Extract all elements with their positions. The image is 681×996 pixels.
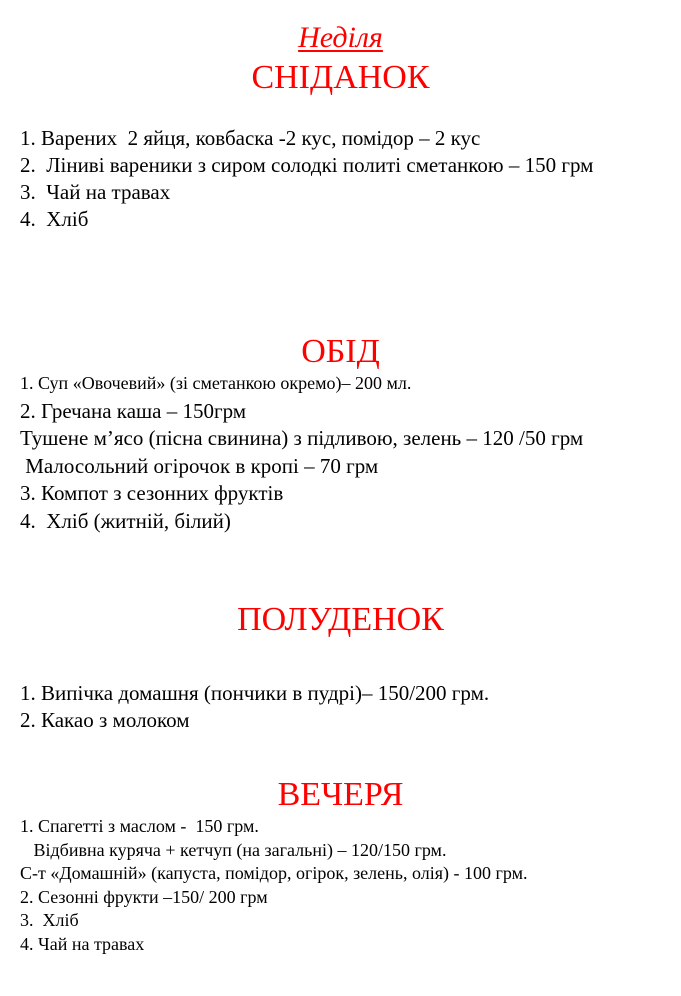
list-item: 2. Ліниві вареники з сиром солодкі политі сметанкою – 150 грм	[20, 153, 594, 177]
dinner-list	[20, 815, 670, 956]
list-item: 1. Суп «Овочевий» (зі сметанкою окремо)– 200 мл.	[20, 373, 412, 393]
list-item: 1. Варених 2 яйця, ковбаска -2 кус, помідор – 2 кус	[20, 126, 481, 150]
list-item: 4. Чай на травах	[20, 933, 145, 954]
list-item: 2. Сезонні фрукти –150/ 200 грм	[20, 886, 268, 907]
list-item: 1. Спагетті з маслом - 150 грм.	[20, 816, 259, 836]
list-item: 3. Хліб	[20, 910, 79, 930]
list-item: 2. Гречана каша – 150грм	[20, 398, 247, 423]
breakfast-list	[20, 125, 670, 233]
list-item: Малосольний огірочок в кропі – 70 грм	[20, 453, 379, 478]
list-item: Тушене м’ясо (пісна свинина) з підливою, зелень – 120 /50 грм	[20, 426, 584, 450]
day-title: Неділя	[298, 21, 383, 54]
snack-title: ПОЛУДЕНОК	[237, 601, 444, 638]
breakfast-title: СНІДАНОК	[251, 59, 430, 96]
list-item: Відбивна куряча + кетчуп (на загальні) – 120/150 грм.	[20, 839, 447, 860]
list-item: 3. Компот з сезонних фруктів	[20, 481, 284, 505]
list-item: 1. Випічка домашня (пончики в пудрі)– 150/200 грм.	[20, 681, 490, 705]
list-item: С-т «Домашній» (капуста, помідор, огірок, зелень, олія) - 100 грм.	[20, 863, 528, 883]
list-item: 4. Хліб	[20, 207, 89, 231]
list-item: 4. Хліб (житній, білий)	[20, 508, 231, 533]
list-item: 2. Какао з молоком	[20, 708, 190, 732]
list-item: 3. Чай на травах	[20, 180, 171, 204]
lunch-list	[20, 370, 670, 535]
snack-list	[20, 680, 670, 734]
dinner-title: ВЕЧЕРЯ	[277, 776, 404, 813]
lunch-title: ОБІД	[301, 333, 380, 370]
